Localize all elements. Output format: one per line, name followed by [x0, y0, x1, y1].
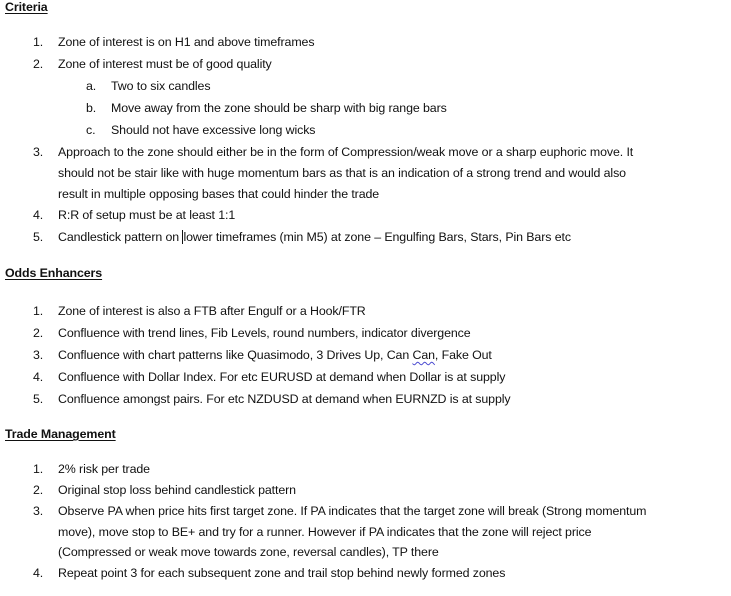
list-number: 1. — [33, 304, 44, 318]
list-number: 2. — [33, 57, 44, 71]
list-number: 4. — [33, 208, 44, 222]
list-number: 2. — [33, 483, 44, 497]
odds-enhancers-heading: Odds Enhancers — [5, 266, 103, 280]
list-text: Zone of interest is also a FTB after Engulf or a Hook/FTR — [58, 304, 366, 318]
list-text: 2% risk per trade — [58, 462, 150, 476]
list-letter: c. — [86, 123, 96, 137]
list-text: Repeat point 3 for each subsequent zone and trail stop behind newly formed zones — [58, 566, 506, 580]
list-number: 3. — [33, 145, 44, 159]
list-text: Two to six candles — [111, 79, 211, 93]
list-number: 3. — [33, 504, 44, 518]
list-text-continuation: (Compressed or weak move towards zone, reversal candles), TP there — [58, 545, 439, 559]
trade-management-heading: Trade Management — [5, 427, 116, 441]
list-number: 5. — [33, 230, 44, 244]
list-number: 4. — [33, 370, 44, 384]
list-text: Should not have excessive long wicks — [111, 123, 316, 137]
list-text: Observe PA when price hits first target zone. If PA indicates that the target zone will break (Strong momentum — [58, 504, 647, 518]
list-text: Confluence amongst pairs. For etc NZDUSD at demand when EURNZD is at supply — [58, 392, 511, 406]
list-text: Zone of interest is on H1 and above timeframes — [58, 35, 315, 49]
list-letter: b. — [86, 101, 97, 115]
list-letter: a. — [86, 79, 97, 93]
list-text-continuation: move), move stop to BE+ and try for a runner. However if PA indicates that the zone will reject price — [58, 525, 592, 539]
list-number: 1. — [33, 462, 44, 476]
text-after-cursor: lower timeframes (min M5) at zone – Engulfing Bars, Stars, Pin Bars etc — [183, 230, 571, 244]
list-text — [58, 348, 492, 362]
list-number: 3. — [33, 348, 44, 362]
list-number: 4. — [33, 566, 44, 580]
list-text: R:R of setup must be at least 1:1 — [58, 208, 236, 222]
list-text: Move away from the zone should be sharp with big range bars — [111, 101, 447, 115]
list-number: 5. — [33, 392, 44, 406]
text-segment: , Fake Out — [434, 348, 492, 362]
text-before-cursor: Candlestick pattern on — [58, 230, 183, 244]
criteria-heading: Criteria — [5, 0, 48, 14]
list-text-continuation: should not be stair like with huge momentum bars as that is an indication of a strong trend and would also — [58, 166, 626, 180]
text-segment: Confluence with chart patterns like Quasimodo, 3 Drives Up, Can — [58, 348, 413, 362]
list-text: Confluence with Dollar Index. For etc EURUSD at demand when Dollar is at supply — [58, 370, 506, 384]
list-text: Confluence with trend lines, Fib Levels, round numbers, indicator divergence — [58, 326, 471, 340]
list-number: 1. — [33, 35, 44, 49]
list-number: 2. — [33, 326, 44, 340]
list-text[interactable] — [58, 230, 571, 244]
list-text: Zone of interest must be of good quality — [58, 57, 272, 71]
spellcheck-underlined-word[interactable]: Can — [412, 348, 435, 362]
list-text: Approach to the zone should either be in the form of Compression/weak move or a sharp euphoric move. It — [58, 145, 634, 159]
list-text: Original stop loss behind candlestick pattern — [58, 483, 296, 497]
list-text-continuation: result in multiple opposing bases that could hinder the trade — [58, 187, 380, 201]
